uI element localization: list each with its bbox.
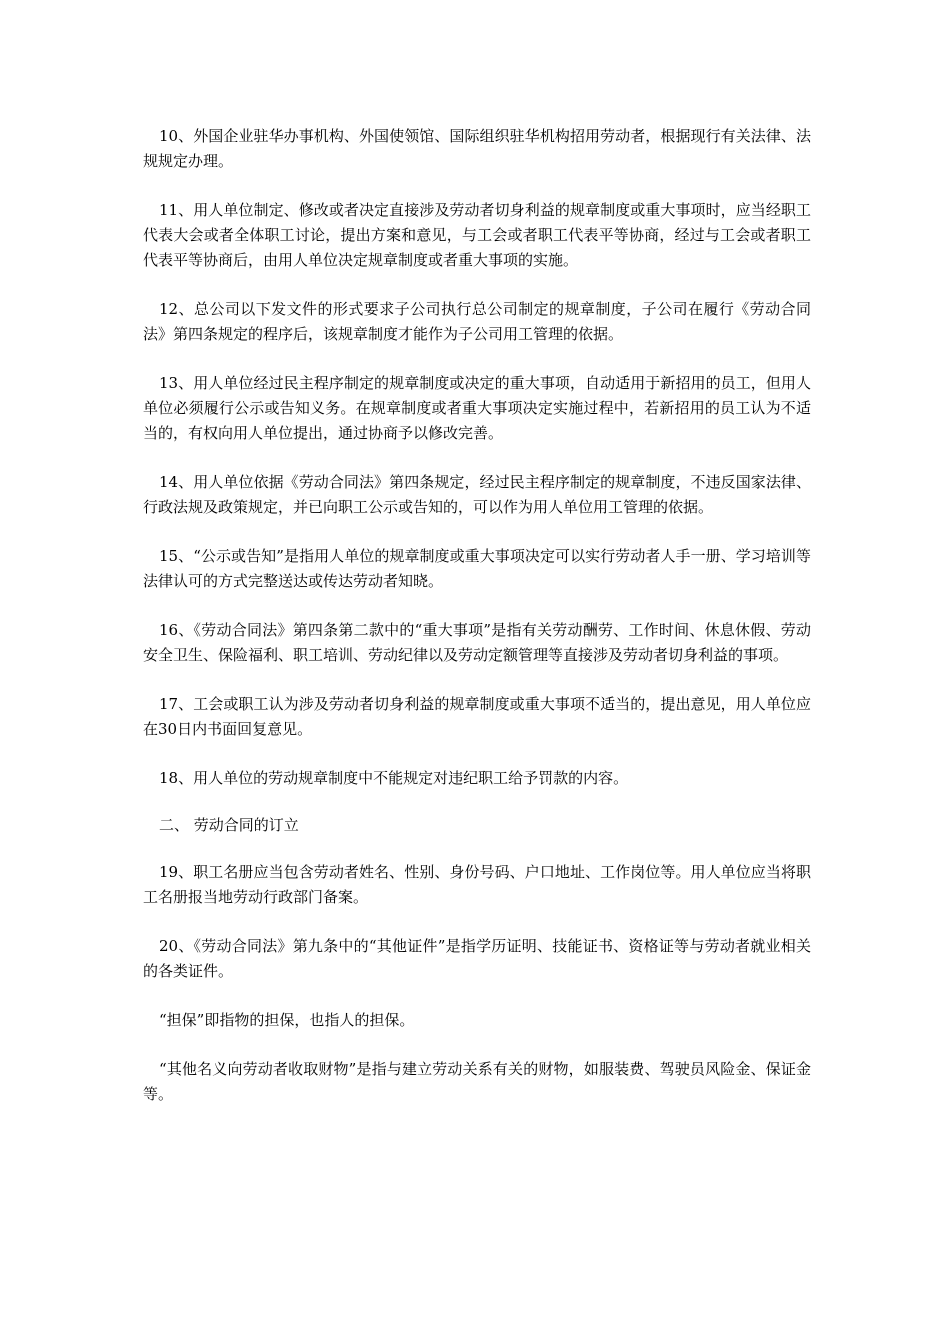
paragraph-other-property: “其他名义向劳动者收取财物”是指与建立劳动关系有关的财物，如服装费、驾驶员风险金、保证金等。 — [143, 1060, 811, 1103]
paragraph-20: 20、《劳动合同法》第九条中的“其他证件”是指学历证明、技能证书、资格证等与劳动者就业相关的各类证件。 — [143, 937, 811, 980]
paragraph-19: 19、职工名册应当包含劳动者姓名、性别、身份号码、户口地址、工作岗位等。用人单位应当将职工名册报当地劳动行政部门备案。 — [143, 863, 811, 906]
paragraph-13: 13、用人单位经过民主程序制定的规章制度或决定的重大事项，自动适用于新招用的员工，但用人单位必须履行公示或告知义务。在规章制度或者重大事项决定实施过程中，若新招用的员工认为不适当的，有权向用人单位提出，通过协商予以修改完善。 — [143, 374, 811, 442]
paragraph-guarantee: “担保”即指物的担保，也指人的担保。 — [159, 1011, 415, 1029]
paragraph-12: 12、总公司以下发文件的形式要求子公司执行总公司制定的规章制度，子公司在履行《劳动合同法》第四条规定的程序后，该规章制度才能作为子公司用工管理的依据。 — [143, 300, 811, 343]
paragraph-10: 10、外国企业驻华办事机构、外国使领馆、国际组织驻华机构招用劳动者，根据现行有关法律、法规规定办理。 — [143, 127, 811, 170]
paragraph-14: 14、用人单位依据《劳动合同法》第四条规定，经过民主程序制定的规章制度，不违反国家法律、行政法规及政策规定，并已向职工公示或告知的，可以作为用人单位用工管理的依据。 — [143, 473, 811, 516]
section-heading: 二、 劳动合同的订立 — [159, 816, 299, 834]
paragraph-11: 11、用人单位制定、修改或者决定直接涉及劳动者切身利益的规章制度或重大事项时，应当经职工代表大会或者全体职工讨论，提出方案和意见，与工会或者职工代表平等协商，经过与工会或者职工代表平等协商后，由用人单位决定规章制度或者重大事项的实施。 — [143, 201, 811, 269]
paragraph-18: 18、用人单位的劳动规章制度中不能规定对违纪职工给予罚款的内容。 — [159, 769, 629, 787]
document-page — [143, 124, 811, 1131]
paragraph-17: 17、工会或职工认为涉及劳动者切身利益的规章制度或重大事项不适当的，提出意见，用人单位应在30日内书面回复意见。 — [143, 695, 811, 738]
paragraph-16: 16、《劳动合同法》第四条第二款中的“重大事项”是指有关劳动酬劳、工作时间、休息休假、劳动安全卫生、保险福利、职工培训、劳动纪律以及劳动定额管理等直接涉及劳动者切身利益的事项。 — [143, 621, 811, 664]
paragraph-15: 15、“公示或告知”是指用人单位的规章制度或重大事项决定可以实行劳动者人手一册、学习培训等法律认可的方式完整送达或传达劳动者知晓。 — [143, 547, 811, 590]
